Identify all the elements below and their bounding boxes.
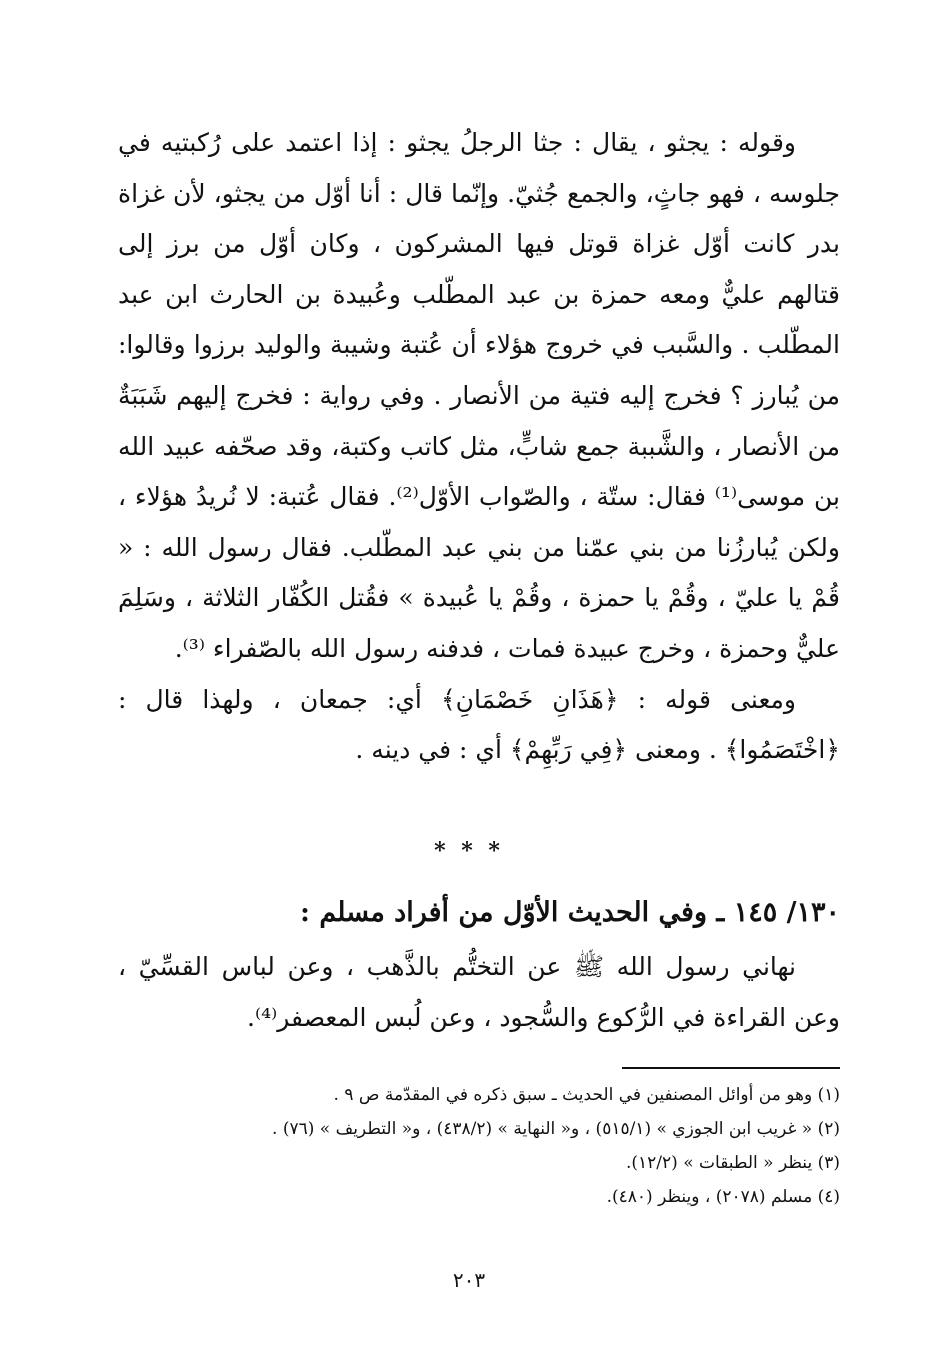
hadith-text: نهاني رسول الله ﷺ عن التختُّم بالذَّهب ، وعن لباس القسِّيّ ، وعن القراءة في الرُّكوع والسُّجود ، وعن لُبس المعصفر⁽⁴⁾. — [118, 952, 840, 1032]
footnotes — [118, 1078, 840, 1214]
footnote-3: (٣) ينظر « الطبقات » (١٢/٢). — [626, 1153, 840, 1173]
footnote-1: (١) وهو من أوائل المصنفين في الحديث ـ سبق ذكره في المقدّمة ص ٩ . — [333, 1085, 840, 1105]
main-text — [118, 118, 840, 776]
hadith-section — [118, 942, 840, 1043]
section-separator: * * * — [434, 838, 504, 864]
footnote-rule — [622, 1067, 840, 1069]
paragraph-explanation: وقوله : يجثو ، يقال : جثا الرجلُ يجثو : إذا اعتمد على رُكبتيه في جلوسه ، فهو جاثٍ، والجمع جُثيّ. وإنّما قال : أنا أوّل من يجثو، لأن غزاة بدر كانت أوّل غزاة قوتل فيها المشركون ، وكان أوّل من برز إلى قتالهم عليٌّ ومعه حمزة بن عبد المطّلب وعُبيدة بن الحارث ابن عبد المطّلب . والسَّبب في خروج هؤلاء أن عُتبة وشيبة والوليد برزوا وقالوا: من يُبارز ؟ فخرج إليه فتية من الأنصار . وفي رواية : فخرج إليهم شَبَبَةٌ من الأنصار ، والشَّببة جمع شابٍّ، مثل كاتب وكتبة، وقد صحّفه عبيد الله بن موسى⁽¹⁾ فقال: ستّة ، والصّواب الأوّل⁽²⁾. فقال عُتبة: لا نُريدُ هؤلاء ، ولكن يُبارزُنا من بني عمّنا من بني عبد المطّلب. فقال رسول الله : « قُمْ يا عليّ ، وقُمْ يا حمزة ، وقُمْ يا عُبيدة » فقُتل الكُفّار الثلاثة ، وسَلِمَ عليٌّ وحمزة ، وخرج عبيدة فمات ، فدفنه رسول الله بالصّفراء ⁽³⁾. — [118, 128, 841, 663]
hadith-heading: ١٣٠/ ١٤٥ ـ وفي الحديث الأوّل من أفراد مسلم : — [299, 897, 840, 928]
footnote-2: (٢) « غريب ابن الجوزي » (٥١٥/١) ، و« النهاية » (٤٣٨/٢) ، و« التطريف » (٧٦) . — [272, 1119, 840, 1139]
footnote-4: (٤) مسلم (٢٠٧٨) ، وينظر (٤٨٠). — [606, 1187, 840, 1207]
paragraph-meaning: ومعنى قوله : ﴿هَذَانِ خَصْمَانِ﴾ أي: جمعان ، ولهذا قال : ﴿اخْتَصَمُوا﴾ . ومعنى ﴿فِي رَبِّهِمْ﴾ أي : في دينه . — [118, 684, 840, 765]
page-number: ٢٠٣ — [452, 1268, 486, 1292]
